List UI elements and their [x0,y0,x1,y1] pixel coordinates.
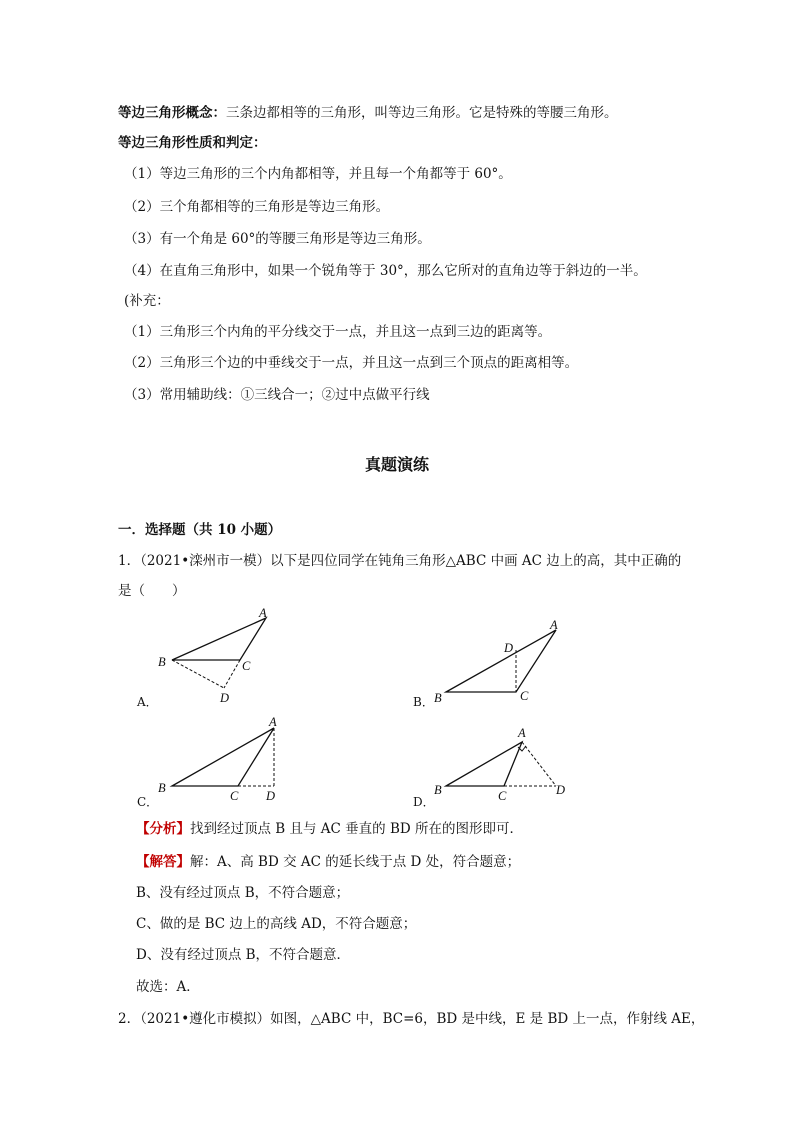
supplement-item: （2）三角形三个边的中垂线交于一点，并且这一点到三个顶点的距离相等。 [124,355,579,371]
answer-tag: 【解答】 [136,854,190,870]
label-d: D [220,691,230,705]
analysis-line [136,820,523,838]
label-b: B [434,783,442,797]
label-a: A [269,715,277,729]
option-b-label: B． [413,695,434,709]
label-b: B [158,781,166,795]
label-d: D [504,641,514,655]
figure-option-a [150,604,290,704]
concept-term: 等边三角形概念： [118,105,226,121]
label-a: A [259,606,267,620]
concept-text: 三条边都相等的三角形，叫等边三角形。它是特殊的等腰三角形。 [226,105,618,121]
supplement-item: （3）常用辅助线：①三线合一；②过中点做平行线 [124,387,430,403]
answer-item: D、没有经过顶点 B，不符合题意． [136,947,351,963]
analysis-tag: 【分析】 [136,821,190,837]
answer-item: C、做的是 BC 边上的高线 AD，不符合题意； [136,916,417,932]
label-d: D [556,783,566,797]
figure-option-c [150,712,290,806]
answer-line [136,853,520,871]
label-c: C [520,689,529,703]
figure-option-d [430,722,580,806]
section-title: 真题演练 [364,455,429,474]
label-a: A [518,726,526,740]
label-c: C [230,789,239,803]
answer-text: 解：A、高 BD 交 AC 的延长线于点 D 处，符合题意； [190,854,521,870]
label-c: C [242,659,251,673]
q1-stem-line1: 1．（2021•滦州市一模）以下是四位同学在钝角三角形△ABC 中画 AC 边上的高，其中正确的 [118,553,682,569]
analysis-text: 找到经过顶点 B 且与 AC 垂直的 BD 所在的图形即可． [190,821,523,837]
label-d: D [266,789,276,803]
property-item: （4）在直角三角形中，如果一个锐角等于 30°，那么它所对的直角边等于斜边的一半。 [124,263,647,279]
answer-item: B、没有经过顶点 B，不符合题意； [136,885,350,901]
property-item: （2）三个角都相等的三角形是等边三角形。 [124,199,390,215]
label-b: B [158,655,166,669]
option-d-label: D． [413,795,435,809]
properties-title: 等边三角形性质和判定： [118,135,267,151]
supplement-title: (补充： [124,293,170,309]
label-a: A [550,618,558,632]
label-c: C [498,789,507,803]
q2-stem-line1: 2．（2021•遵化市模拟）如图，△ABC 中，BC=6，BD 是中线，E 是 BD 上一点，作射线 AE， [118,1011,705,1027]
supplement-item: （1）三角形三个内角的平分线交于一点，并且这一点到三边的距离等。 [124,324,552,340]
property-item: （1）等边三角形的三个内角都相等，并且每一个角都等于 60°。 [124,166,512,182]
option-a-label: A． [137,695,158,709]
option-c-label: C． [137,795,159,809]
property-item: （3）有一个角是 60°的等腰三角形是等边三角形。 [124,231,431,247]
figure-option-b [430,614,570,704]
q1-stem-line2: 是（ ） [118,583,186,599]
label-b: B [434,691,442,705]
concept-line [118,104,618,122]
answer-choice: 故选：A． [136,979,200,995]
part-title: 一．选择题（共 10 小题） [118,522,282,538]
